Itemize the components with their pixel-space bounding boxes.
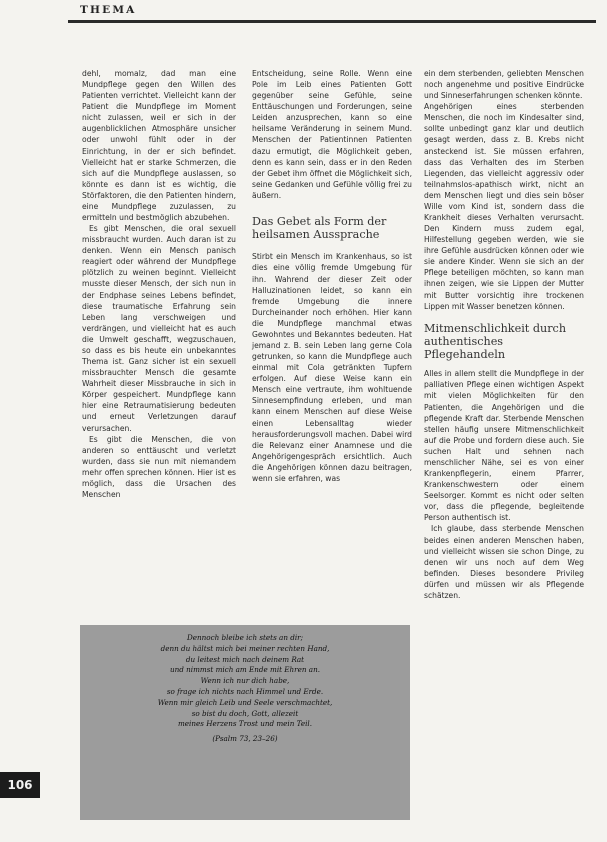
text-column-2 (252, 68, 412, 484)
text-column-3 (424, 68, 584, 601)
paragraph: ein dem sterbenden, geliebten Menschen noch angenehme und positive Eindrücke und Sinneserfahrungen schenken könnte. (424, 69, 584, 101)
paragraph: Es gibt Menschen, die oral sexuell missbraucht wurden. Auch daran ist zu denken. Wenn ein Mensch panisch reagiert oder während der Mundpflege plötzlich zu weinen beginnt. Vielleicht musste dieser Mensch, der sich nun in der Endphase seines Lebens befindet, diese traumatische Erfahrung sein Leben lang verschweigen und verdrängen, und vielleicht hat es auch die Umwelt geschafft, wegzuschauen, so dass es bis heute ein unbekanntes Thema ist. Ganz sicher ist ein sexuell missbrauchter Mensch die gesamte Wahrheit dieser Missbrauche in sich in Körper gespeichert. Mundpflege kann hier eine Retraumatisierung bedeuten und erneut Verletzungen darauf verursachen. (82, 224, 236, 433)
quote-line: Dennoch bleibe ich stets an dir; (186, 633, 304, 642)
quote-line: du leitest mich nach deinem Rat (185, 654, 305, 664)
paragraph: Stirbt ein Mensch im Krankenhaus, so ist dies eine völlig fremde Umgebung für ihn. Wahrend der dieser Zeit oder Halluzinationen leidet, so kann ein fremde Umgebung die innere Durcheinander noch erhöhen. Hier kann die Mundpflege manchmal etwas Gewohntes und Bekanntes bedeuten. Hat jemand z. B. sein Leben lang gerne Cola getrunken, so kann die Mundpflege auch einmal mit Cola getränkten Tupfern erfolgen. Auf diese Weise kann ein Mensch eine vertraute, ihm wohltuende Sinnesempfindung erleben, und man kann einem Menschen auf diese Weise einen Lebensalltag wieder herausforderungsvoll machen. Dabei wird die Relevanz einer Anamnese und die Angehörigengespräch ersichtlich. Auch die Angehörigen können dazu beitragen, wenn sie erfahren, was (252, 252, 412, 483)
paragraph: Angehörigen eines sterbenden Menschen, die noch im Kindesalter sind, sollte unbedingt ganz klar und deutlich gesagt werden, dass z. B. Krebs nicht ansteckend ist. Sie müssen erfahren, dass das Verhalten des im Sterben Liegenden, das vielleicht aggressiv oder teilnahmslos-apathisch wirkt, nicht an dem Menschen liegt und dies sein böser Wille vom Kind ist, sondern dass die Krankheit dieses Verhalten verursacht. Den Kindern muss zudem egal, Hilfestellung gegeben werden, wie sie ihre Gefühle ausdrücken können oder wie sie andere Kinder. Wenn sie sich an der Pflege beteiligen möchten, so kann man ihnen zeigen, wie sie Lippen der Mutter mit Butter vorsichtig ihre trockenen Lippen mit Wasser benetzen können. (424, 102, 584, 311)
section-heading: Mitmenschlichkeit durch authentisches Pflegehandeln (424, 321, 567, 362)
quote-line: Wenn mir gleich Leib und Seele verschmachtet, (157, 697, 333, 707)
paragraph: dehl, momalz, dad man eine Mundpflege gegen den Willen des Patienten verrichtet. Vielleicht kann der Patient die Mundpflege im Moment nicht zulassen, weil er sich in der augenblicklichen Atmosphäre unsicher oder unwohl fühlt oder in der Einrichtung, in der er sich befindet. Vielleicht hat er starke Schmerzen, die sich auf die Mundpflege auslassen, so könnte es dann ist es wichtig, die Störfaktoren, die den Patienten hindern, eine Mundpflege zuzulassen, zu ermitteln und bestmöglich abzubehen. (82, 69, 236, 223)
quote-line: denn du hältst mich bei meiner rechten Hand, (160, 643, 330, 653)
quote-line: und nimmst mich am Ende mit Ehren an. (170, 665, 320, 675)
section-heading: Das Gebet als Form der heilsamen Aussprache (252, 214, 387, 242)
paragraph: Es gibt die Menschen, die von anderen so enttäuscht und verletzt wurden, dass sie nun mit niemandem mehr offen sprechen können. Hier ist es möglich, dass die Ursachen des Menschen (82, 434, 236, 499)
text-column-1 (82, 68, 236, 500)
paragraph: Ich glaube, dass sterbende Menschen beides einen anderen Menschen haben, und vielleicht wissen sie schon Dinge, zu denen wir uns noch auf dem Weg befinden. Dieses besondere Privileg dürfen und müssen wir als Pflegende schätzen. (424, 524, 584, 600)
quote-line: meines Herzens Trost und mein Teil. (177, 719, 313, 729)
page-number: 106 (0, 772, 40, 798)
quote-line: so bist du doch, Gott, allezeit (191, 708, 299, 718)
paragraph: Entscheidung, seine Rolle. Wenn eine Pole im Leib eines Patienten Gott gegenüber seine Gefühle, seine Enttäuschungen und Forderungen, seine Leiden anzusprechen, kann so eine heilsame Veränderung in seinem Mund. Menschen der Patientinnen Patienten dazu ermutigt, die Möglichkeit geben, denn es kann sein, dass er in den Reden der Gebet ihm öffnet die Möglichkeit sich, seine Gedanken und Gefühle völlig frei zu äußern. (252, 69, 412, 200)
paragraph: Alles in allem stellt die Mundpflege in der palliativen Pflege einen wichtigen Aspekt mit vielen Möglichkeiten für den Patienten, die Angehörigen und die pflegende Kraft dar. Sterbende Menschen stellen häufig unsere Mitmenschlichkeit auf die Probe und fordern diese auch. Sie suchen Halt und sehnen nach menschlicher Nähe, sei es von einer Krankenpflegerin, einem Pfarrer, Krankenschwestern oder einem Seelsorger. Kommt es nicht oder selten vor, dass die pflegende, begleitende Person authentisch ist. (424, 369, 584, 523)
header-rule (68, 20, 596, 23)
quote-source: (Psalm 73, 23–26) (212, 734, 278, 744)
quote-line: so frage ich nichts nach Himmel und Erde. (166, 686, 324, 696)
psalm-quote-box (80, 625, 410, 820)
quote-line: Wenn ich nur dich habe, (200, 676, 290, 686)
section-title: THEMA (80, 4, 137, 16)
